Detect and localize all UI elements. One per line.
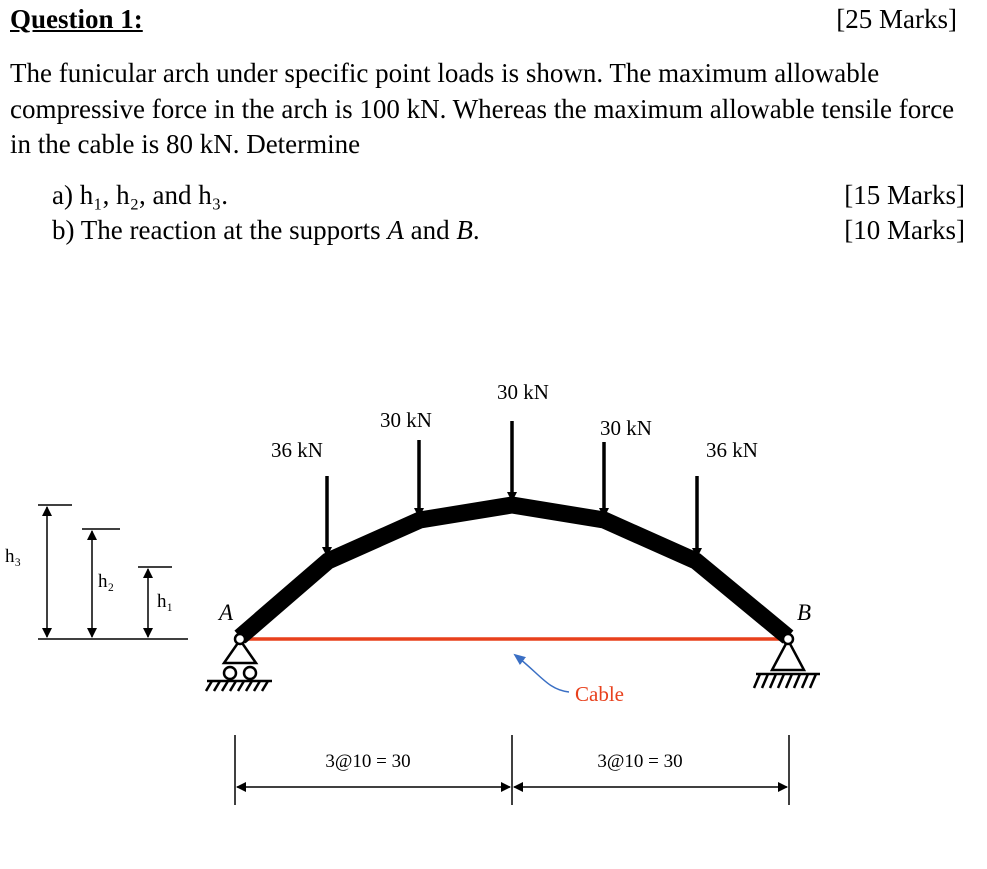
load-label-4: 30 kN xyxy=(600,416,652,440)
question-text: The funicular arch under specific point loads is shown. The maximum allowable compressive force in the arch is 100 kN. Whereas the maximum allowable tensile force in the cable is 80 kN. Determine xyxy=(10,58,955,159)
support-a-label: A xyxy=(219,600,234,625)
question-marks: [25 Marks] xyxy=(836,4,957,34)
load-label-3: 30 kN xyxy=(497,380,549,404)
h1-label: h₁ xyxy=(157,591,174,612)
dim-right-label: 3@10 = 30 xyxy=(597,751,683,772)
support-b-pin xyxy=(754,634,820,688)
load-label-5: 36 kN xyxy=(706,438,758,462)
h2-label: h₂ xyxy=(98,571,115,592)
part-a-marks: [15 Marks] xyxy=(844,180,965,210)
span-dimensions xyxy=(235,735,789,805)
part-b-text: The reaction at the supports xyxy=(80,215,388,245)
part-b-support-b: B xyxy=(456,215,473,245)
cable-label: Cable xyxy=(575,682,624,706)
load-label-1: 36 kN xyxy=(271,438,323,462)
h3-label: h₃ xyxy=(5,546,22,567)
arch xyxy=(240,505,788,637)
support-a-roller xyxy=(206,634,272,691)
part-b-support-a: A xyxy=(387,215,404,245)
cable-pointer xyxy=(515,655,569,692)
part-b-and: and xyxy=(403,215,457,245)
part-a-label: a) xyxy=(52,180,73,210)
part-b-label: b) xyxy=(52,215,75,245)
part-b-marks: [10 Marks] xyxy=(844,215,965,245)
question-title: Question 1: xyxy=(10,4,143,34)
part-b-end: . xyxy=(472,215,480,245)
part-a-text: h₁, h₂, and h₃. xyxy=(79,180,228,210)
support-b-label: B xyxy=(797,600,812,625)
dim-left-label: 3@10 = 30 xyxy=(325,751,411,772)
load-label-2: 30 kN xyxy=(380,408,432,432)
